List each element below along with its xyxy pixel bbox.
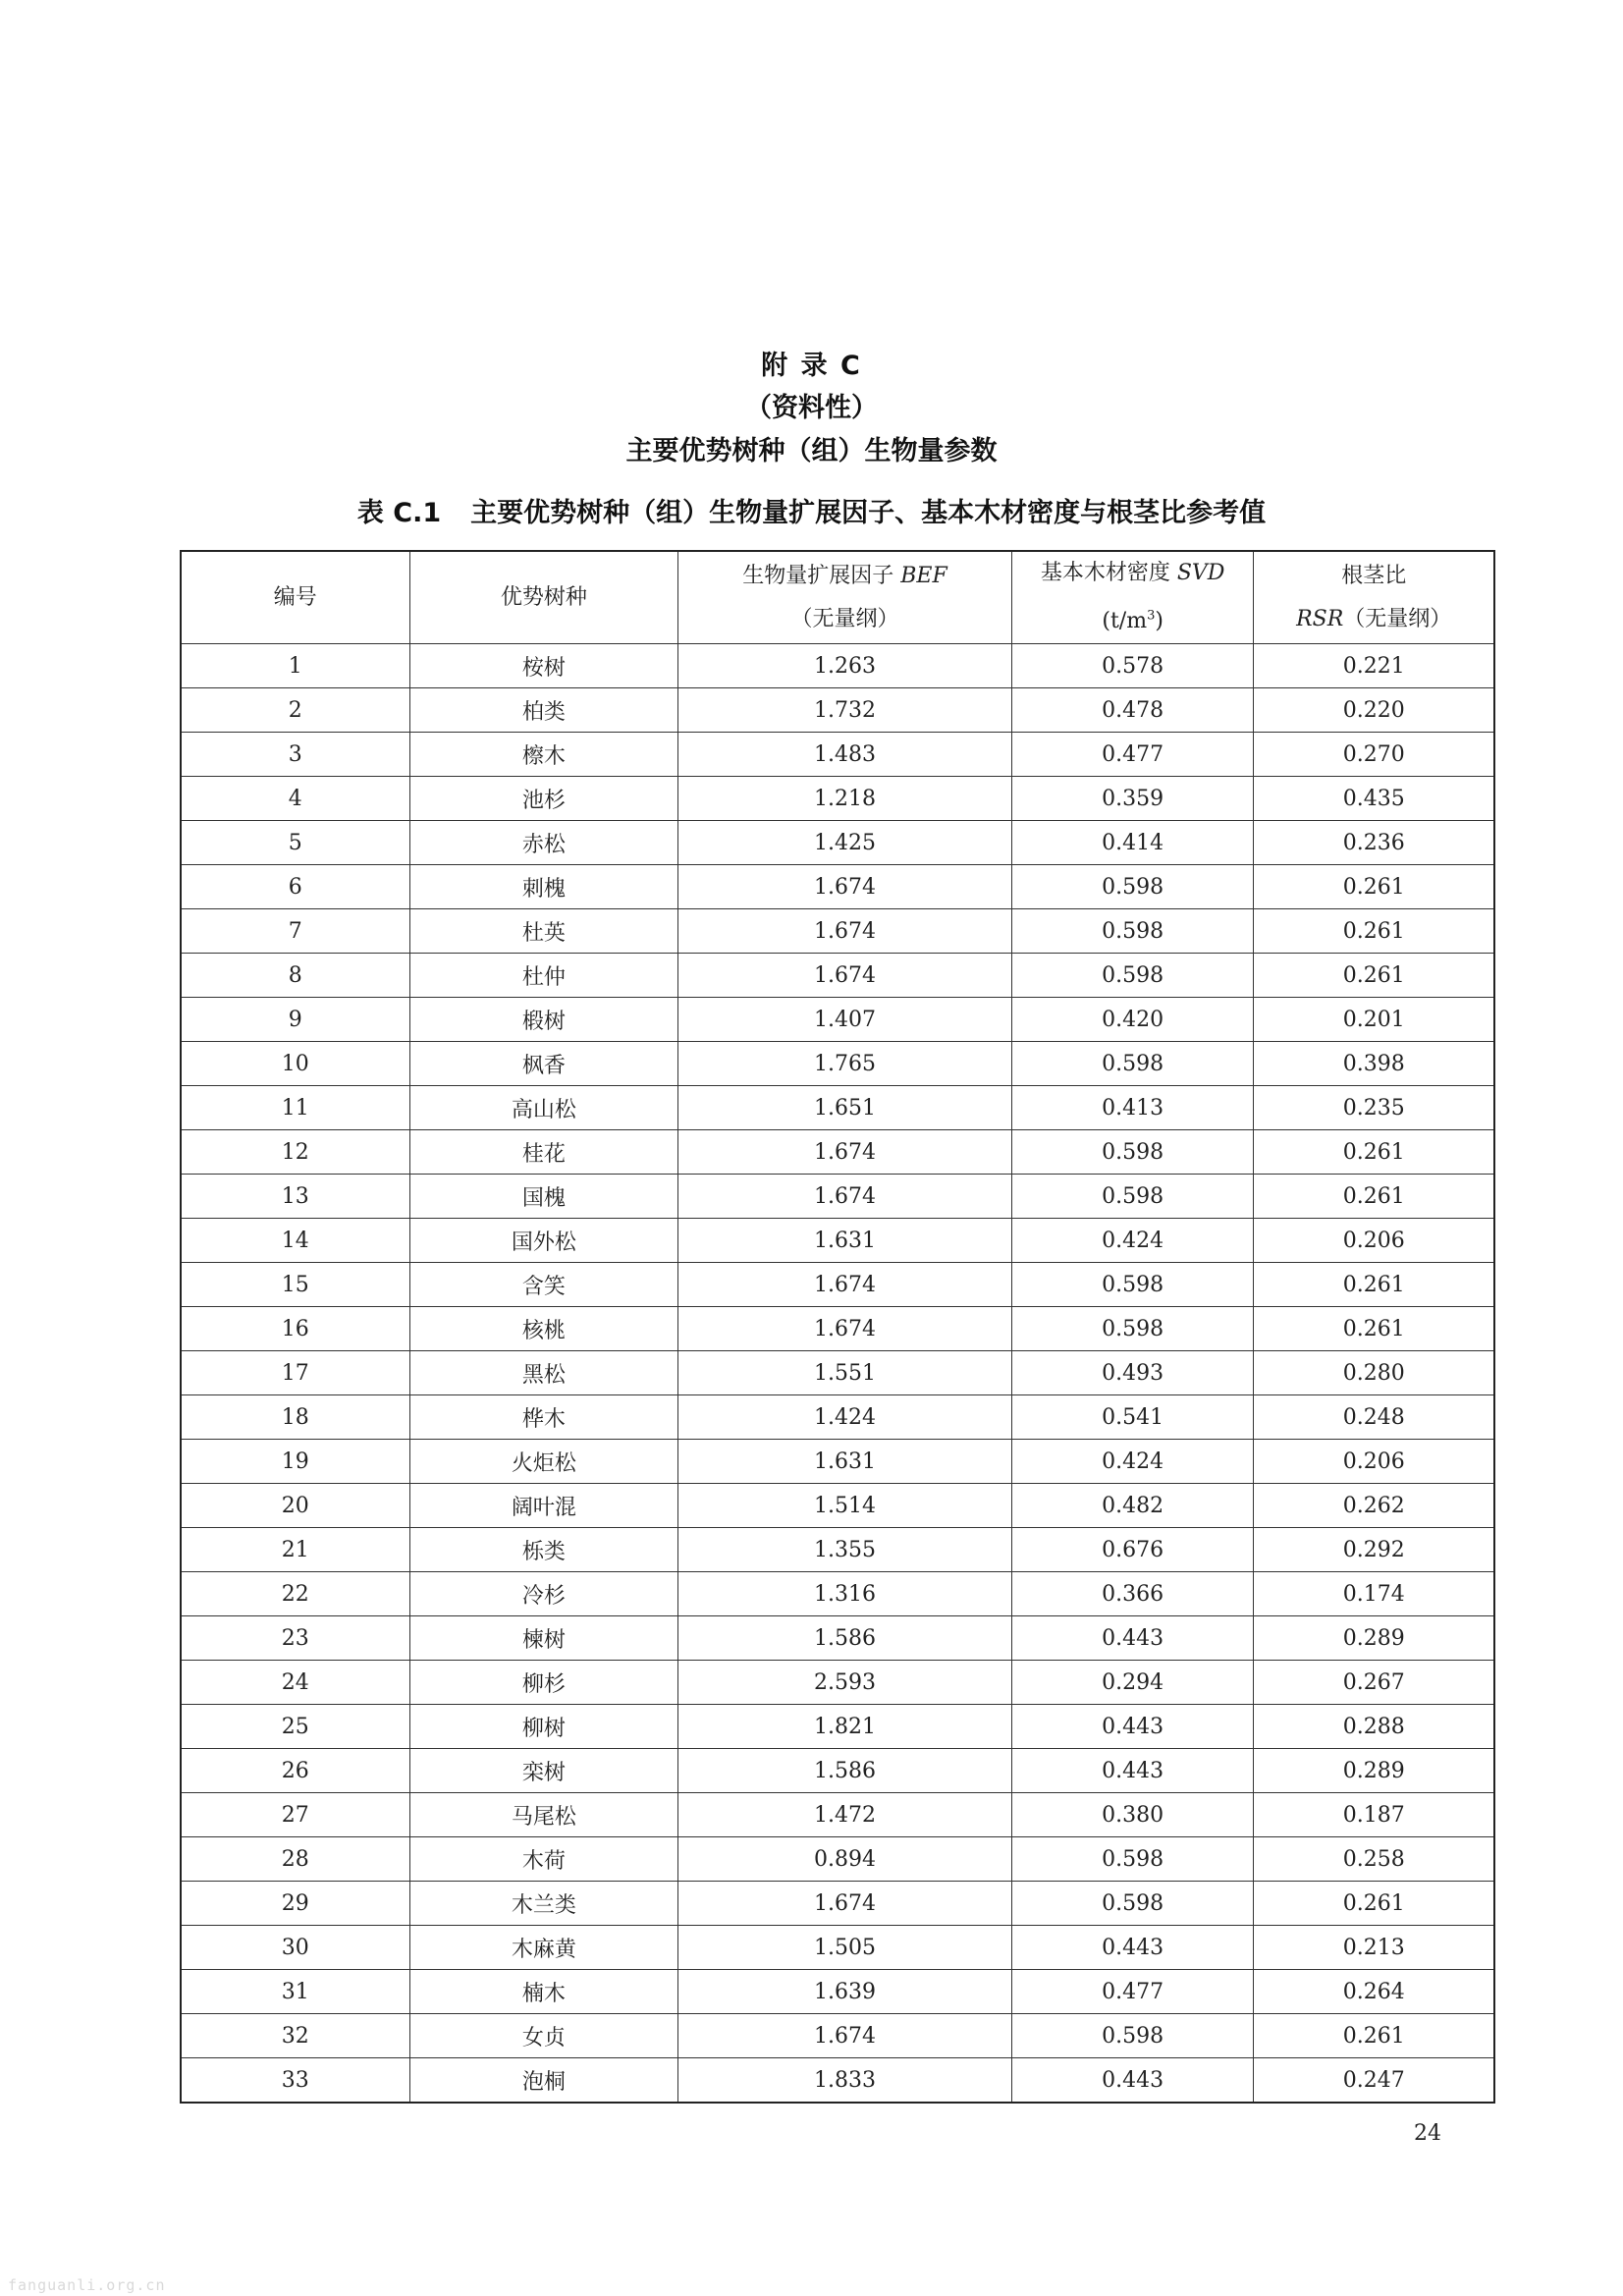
cell-bef: 1.483 [678, 733, 1012, 777]
table-row [181, 1572, 1494, 1616]
cell-svd: 0.598 [1011, 1130, 1254, 1175]
cell-svd: 0.598 [1011, 865, 1254, 909]
cell-species: 核桃 [409, 1307, 678, 1351]
cell-rsr: 0.248 [1254, 1395, 1494, 1440]
cell-bef: 1.514 [678, 1484, 1012, 1528]
cell-svd: 0.424 [1011, 1219, 1254, 1263]
page-number: 24 [1414, 2121, 1441, 2146]
cell-bef: 1.674 [678, 1882, 1012, 1926]
cell-species: 栾树 [409, 1749, 678, 1793]
cell-bef: 1.639 [678, 1970, 1012, 2014]
cell-species: 含笑 [409, 1263, 678, 1307]
cell-bef: 1.631 [678, 1440, 1012, 1484]
table-row [181, 1086, 1494, 1130]
cell-rsr: 0.288 [1254, 1705, 1494, 1749]
cell-id: 23 [181, 1616, 409, 1661]
cell-svd: 0.366 [1011, 1572, 1254, 1616]
cell-svd: 0.478 [1011, 688, 1254, 733]
cell-svd: 0.598 [1011, 1307, 1254, 1351]
table-caption-text: 主要优势树种（组）生物量扩展因子、基本木材密度与根茎比参考值 [470, 498, 1267, 528]
cell-rsr: 0.206 [1254, 1219, 1494, 1263]
cell-id: 21 [181, 1528, 409, 1572]
cell-id: 9 [181, 998, 409, 1042]
table-row [181, 998, 1494, 1042]
header-rsr [1254, 551, 1494, 644]
table-row [181, 1970, 1494, 2014]
cell-svd: 0.443 [1011, 1749, 1254, 1793]
cell-svd: 0.380 [1011, 1793, 1254, 1837]
table-row [181, 688, 1494, 733]
cell-species: 桉树 [409, 644, 678, 688]
cell-bef: 1.674 [678, 1307, 1012, 1351]
cell-svd: 0.420 [1011, 998, 1254, 1042]
cell-bef: 1.674 [678, 909, 1012, 954]
cell-rsr: 0.201 [1254, 998, 1494, 1042]
table-row [181, 1307, 1494, 1351]
cell-svd: 0.598 [1011, 1837, 1254, 1882]
cell-id: 12 [181, 1130, 409, 1175]
cell-rsr: 0.261 [1254, 1175, 1494, 1219]
cell-svd: 0.413 [1011, 1086, 1254, 1130]
table-row [181, 1484, 1494, 1528]
cell-bef: 1.631 [678, 1219, 1012, 1263]
cell-svd: 0.541 [1011, 1395, 1254, 1440]
cell-bef: 1.765 [678, 1042, 1012, 1086]
header-svd [1011, 551, 1254, 644]
cell-rsr: 0.220 [1254, 688, 1494, 733]
table-caption [0, 491, 1623, 529]
cell-rsr: 0.261 [1254, 1307, 1494, 1351]
cell-svd: 0.493 [1011, 1351, 1254, 1395]
cell-svd: 0.598 [1011, 909, 1254, 954]
cell-bef: 0.894 [678, 1837, 1012, 1882]
cell-svd: 0.424 [1011, 1440, 1254, 1484]
cell-id: 33 [181, 2058, 409, 2104]
cell-species: 楠木 [409, 1970, 678, 2014]
cell-id: 6 [181, 865, 409, 909]
cell-bef: 1.833 [678, 2058, 1012, 2104]
cell-species: 赤松 [409, 821, 678, 865]
cell-rsr: 0.206 [1254, 1440, 1494, 1484]
table-row [181, 1440, 1494, 1484]
table-row [181, 2014, 1494, 2058]
table-row [181, 1837, 1494, 1882]
cell-rsr: 0.267 [1254, 1661, 1494, 1705]
cell-id: 2 [181, 688, 409, 733]
cell-species: 桦木 [409, 1395, 678, 1440]
table-row [181, 1130, 1494, 1175]
table-row [181, 1528, 1494, 1572]
cell-svd: 0.598 [1011, 954, 1254, 998]
cell-svd: 0.443 [1011, 2058, 1254, 2104]
cell-svd: 0.598 [1011, 2014, 1254, 2058]
cell-rsr: 0.289 [1254, 1749, 1494, 1793]
header-id: 编号 [181, 551, 409, 644]
table-row [181, 1926, 1494, 1970]
table-body [181, 644, 1494, 2104]
header-rsr-unit: （无量纲） [1343, 606, 1452, 631]
cell-svd: 0.578 [1011, 644, 1254, 688]
cell-rsr: 0.236 [1254, 821, 1494, 865]
cell-bef: 1.263 [678, 644, 1012, 688]
cell-svd: 0.598 [1011, 1042, 1254, 1086]
header-rsr-label: 根茎比 [1341, 563, 1407, 588]
cell-id: 19 [181, 1440, 409, 1484]
cell-id: 8 [181, 954, 409, 998]
cell-bef: 1.407 [678, 998, 1012, 1042]
cell-id: 11 [181, 1086, 409, 1130]
cell-id: 15 [181, 1263, 409, 1307]
watermark: fanguanli.org.cn [8, 2276, 166, 2294]
cell-id: 13 [181, 1175, 409, 1219]
cell-rsr: 0.261 [1254, 954, 1494, 998]
table-row [181, 1705, 1494, 1749]
header-svd-label: 基本木材密度 [1040, 561, 1177, 585]
cell-svd: 0.477 [1011, 1970, 1254, 2014]
cell-rsr: 0.221 [1254, 644, 1494, 688]
table-row [181, 1395, 1494, 1440]
cell-id: 26 [181, 1749, 409, 1793]
cell-id: 14 [181, 1219, 409, 1263]
header-species: 优势树种 [409, 551, 678, 644]
table-row [181, 1661, 1494, 1705]
cell-species: 枫香 [409, 1042, 678, 1086]
cell-species: 杜仲 [409, 954, 678, 998]
cell-species: 池杉 [409, 777, 678, 821]
table-header-row [181, 551, 1494, 644]
cell-rsr: 0.292 [1254, 1528, 1494, 1572]
biomass-parameter-table [180, 550, 1495, 2104]
cell-rsr: 0.261 [1254, 909, 1494, 954]
cell-id: 27 [181, 1793, 409, 1837]
cell-svd: 0.676 [1011, 1528, 1254, 1572]
cell-species: 木荷 [409, 1837, 678, 1882]
cell-id: 16 [181, 1307, 409, 1351]
cell-species: 马尾松 [409, 1793, 678, 1837]
table-row [181, 1749, 1494, 1793]
table-row [181, 644, 1494, 688]
cell-bef: 1.821 [678, 1705, 1012, 1749]
header-svd-unit-exponent: 3 [1147, 609, 1156, 624]
cell-species: 黑松 [409, 1351, 678, 1395]
header-svd-unit [1102, 609, 1163, 633]
cell-bef: 1.424 [678, 1395, 1012, 1440]
table-caption-number: 表 C.1 [356, 498, 442, 528]
cell-rsr: 0.235 [1254, 1086, 1494, 1130]
cell-species: 阔叶混 [409, 1484, 678, 1528]
appendix-type: （资料性） [745, 393, 878, 423]
cell-bef: 1.732 [678, 688, 1012, 733]
table-row [181, 1793, 1494, 1837]
cell-svd: 0.414 [1011, 821, 1254, 865]
cell-rsr: 0.261 [1254, 1882, 1494, 1926]
cell-id: 29 [181, 1882, 409, 1926]
cell-svd: 0.443 [1011, 1616, 1254, 1661]
cell-rsr: 0.435 [1254, 777, 1494, 821]
cell-bef: 1.218 [678, 777, 1012, 821]
table-row [181, 1042, 1494, 1086]
cell-bef: 1.355 [678, 1528, 1012, 1572]
cell-species: 楝树 [409, 1616, 678, 1661]
cell-id: 4 [181, 777, 409, 821]
cell-species: 柏类 [409, 688, 678, 733]
table-row [181, 1219, 1494, 1263]
cell-id: 17 [181, 1351, 409, 1395]
table-row [181, 954, 1494, 998]
cell-id: 1 [181, 644, 409, 688]
cell-rsr: 0.262 [1254, 1484, 1494, 1528]
appendix-title: 附 录 C [761, 351, 862, 381]
cell-bef: 1.505 [678, 1926, 1012, 1970]
header-svd-symbol: SVD [1176, 561, 1225, 585]
cell-id: 5 [181, 821, 409, 865]
table-row [181, 865, 1494, 909]
cell-rsr: 0.258 [1254, 1837, 1494, 1882]
cell-id: 10 [181, 1042, 409, 1086]
cell-rsr: 0.289 [1254, 1616, 1494, 1661]
cell-id: 22 [181, 1572, 409, 1616]
cell-species: 刺槐 [409, 865, 678, 909]
cell-bef: 1.472 [678, 1793, 1012, 1837]
cell-svd: 0.359 [1011, 777, 1254, 821]
cell-id: 3 [181, 733, 409, 777]
cell-species: 女贞 [409, 2014, 678, 2058]
cell-rsr: 0.261 [1254, 1130, 1494, 1175]
cell-species: 桂花 [409, 1130, 678, 1175]
cell-species: 冷杉 [409, 1572, 678, 1616]
cell-id: 31 [181, 1970, 409, 2014]
cell-bef: 1.651 [678, 1086, 1012, 1130]
cell-svd: 0.294 [1011, 1661, 1254, 1705]
header-svd-unit-base: (t/m [1102, 609, 1148, 634]
cell-species: 栎类 [409, 1528, 678, 1572]
cell-svd: 0.443 [1011, 1926, 1254, 1970]
cell-bef: 1.316 [678, 1572, 1012, 1616]
cell-species: 国外松 [409, 1219, 678, 1263]
cell-species: 木兰类 [409, 1882, 678, 1926]
cell-svd: 0.598 [1011, 1175, 1254, 1219]
cell-rsr: 0.280 [1254, 1351, 1494, 1395]
cell-species: 杜英 [409, 909, 678, 954]
cell-rsr: 0.174 [1254, 1572, 1494, 1616]
cell-svd: 0.477 [1011, 733, 1254, 777]
cell-species: 柳树 [409, 1705, 678, 1749]
cell-bef: 1.674 [678, 1263, 1012, 1307]
cell-svd: 0.443 [1011, 1705, 1254, 1749]
table-row [181, 909, 1494, 954]
cell-rsr: 0.261 [1254, 865, 1494, 909]
cell-id: 20 [181, 1484, 409, 1528]
cell-bef: 1.674 [678, 865, 1012, 909]
header-rsr-symbol: RSR [1296, 606, 1344, 631]
cell-rsr: 0.247 [1254, 2058, 1494, 2104]
table-row [181, 1263, 1494, 1307]
cell-bef: 1.551 [678, 1351, 1012, 1395]
cell-svd: 0.482 [1011, 1484, 1254, 1528]
cell-rsr: 0.187 [1254, 1793, 1494, 1837]
cell-species: 火炬松 [409, 1440, 678, 1484]
cell-species: 檫木 [409, 733, 678, 777]
cell-species: 木麻黄 [409, 1926, 678, 1970]
cell-bef: 1.674 [678, 954, 1012, 998]
cell-rsr: 0.261 [1254, 1263, 1494, 1307]
cell-species: 国槐 [409, 1175, 678, 1219]
cell-rsr: 0.270 [1254, 733, 1494, 777]
table-row [181, 1882, 1494, 1926]
header-bef-label: 生物量扩展因子 [742, 563, 901, 588]
header-svd-unit-close: ) [1155, 609, 1163, 634]
cell-bef: 1.425 [678, 821, 1012, 865]
cell-id: 25 [181, 1705, 409, 1749]
cell-id: 30 [181, 1926, 409, 1970]
cell-rsr: 0.264 [1254, 1970, 1494, 2014]
cell-species: 椴树 [409, 998, 678, 1042]
cell-id: 7 [181, 909, 409, 954]
header-bef [678, 551, 1012, 644]
table-row [181, 733, 1494, 777]
cell-species: 高山松 [409, 1086, 678, 1130]
cell-svd: 0.598 [1011, 1882, 1254, 1926]
table-row [181, 1351, 1494, 1395]
cell-species: 泡桐 [409, 2058, 678, 2104]
cell-species: 柳杉 [409, 1661, 678, 1705]
cell-bef: 1.586 [678, 1616, 1012, 1661]
header-bef-symbol: BEF [900, 563, 947, 588]
table-row [181, 1175, 1494, 1219]
table-row [181, 821, 1494, 865]
cell-svd: 0.598 [1011, 1263, 1254, 1307]
cell-id: 18 [181, 1395, 409, 1440]
cell-id: 28 [181, 1837, 409, 1882]
cell-rsr: 0.398 [1254, 1042, 1494, 1086]
table-row [181, 777, 1494, 821]
table-row [181, 2058, 1494, 2104]
cell-rsr: 0.213 [1254, 1926, 1494, 1970]
cell-id: 32 [181, 2014, 409, 2058]
cell-bef: 1.586 [678, 1749, 1012, 1793]
header-bef-unit: （无量纲） [790, 606, 899, 631]
table-row [181, 1616, 1494, 1661]
cell-bef: 1.674 [678, 1130, 1012, 1175]
cell-rsr: 0.261 [1254, 2014, 1494, 2058]
cell-bef: 1.674 [678, 1175, 1012, 1219]
appendix-subject: 主要优势树种（组）生物量参数 [625, 436, 998, 466]
cell-id: 24 [181, 1661, 409, 1705]
cell-bef: 2.593 [678, 1661, 1012, 1705]
cell-bef: 1.674 [678, 2014, 1012, 2058]
